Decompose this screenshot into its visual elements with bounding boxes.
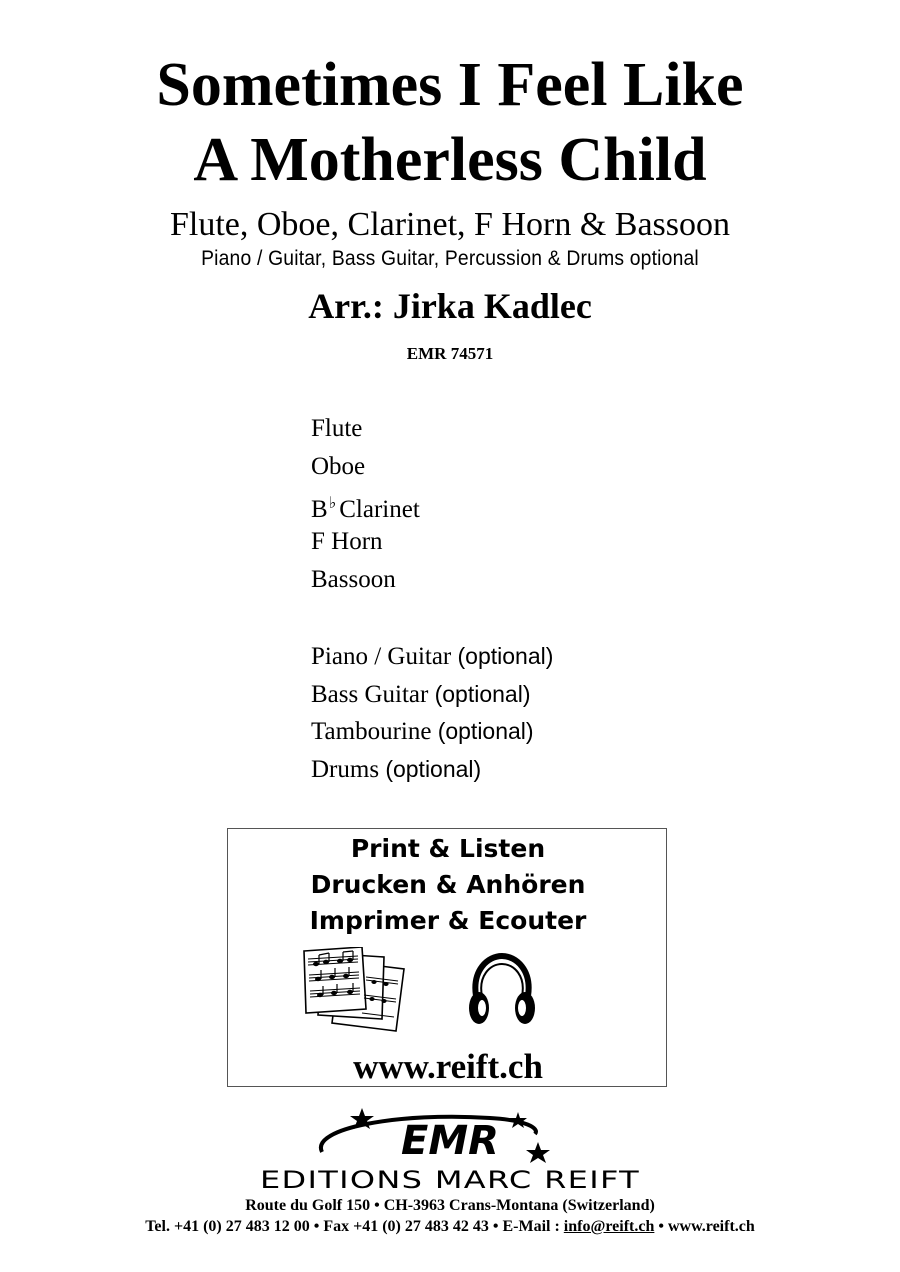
part-item: Flute xyxy=(311,415,363,442)
publisher-address: Route du Golf 150 • CH-3963 Crans-Montana (Switzerland) xyxy=(245,1197,655,1214)
optional-instruments: Piano / Guitar, Bass Guitar, Percussion & Drums optional xyxy=(201,247,699,270)
instrumentation: Flute, Oboe, Clarinet, F Horn & Bassoon xyxy=(169,206,731,243)
title-line-1: Sometimes I Feel Like xyxy=(156,51,744,119)
parts-list xyxy=(311,414,420,602)
flat-symbol: ♭ xyxy=(328,495,337,513)
headphones-icon xyxy=(466,952,538,1028)
part-item: F Horn xyxy=(311,528,383,556)
optional-part-item: Piano / Guitar (optional) xyxy=(311,643,554,670)
email-link[interactable]: info@reift.ch xyxy=(563,1218,655,1235)
part-item: B♭ Clarinet xyxy=(311,495,420,524)
optional-part-item: Tambourine (optional) xyxy=(311,718,534,746)
sheet-music-icon xyxy=(300,947,412,1033)
promo-line-german: Drucken & Anhören xyxy=(310,870,586,899)
publisher-name: EDITIONS MARC REIFT xyxy=(260,1166,640,1192)
promo-line-french: Imprimer & Ecouter xyxy=(309,906,587,935)
part-item: Oboe xyxy=(311,452,366,480)
arranger: Arr.: Jirka Kadlec xyxy=(308,286,592,326)
print-listen-box xyxy=(227,828,667,1087)
optional-parts-list xyxy=(311,641,553,792)
promo-line-english: Print & Listen xyxy=(350,834,546,863)
publisher-contact: Tel. +41 (0) 27 483 12 00 • Fax +41 (0) 27 483 42 43 • E-Mail : info@reift.ch • www.reift.ch xyxy=(145,1218,755,1235)
emr-logo-text: EMR xyxy=(401,1118,499,1164)
optional-part-item: Drums (optional) xyxy=(311,756,482,784)
emr-logo xyxy=(250,1108,650,1192)
title-line-2: A Motherless Child xyxy=(193,126,707,194)
catalog-number: EMR 74571 xyxy=(406,344,494,363)
website-link[interactable]: www.reift.ch xyxy=(353,1047,543,1086)
optional-part-item: Bass Guitar (optional) xyxy=(311,680,531,708)
part-item: Bassoon xyxy=(311,565,396,593)
